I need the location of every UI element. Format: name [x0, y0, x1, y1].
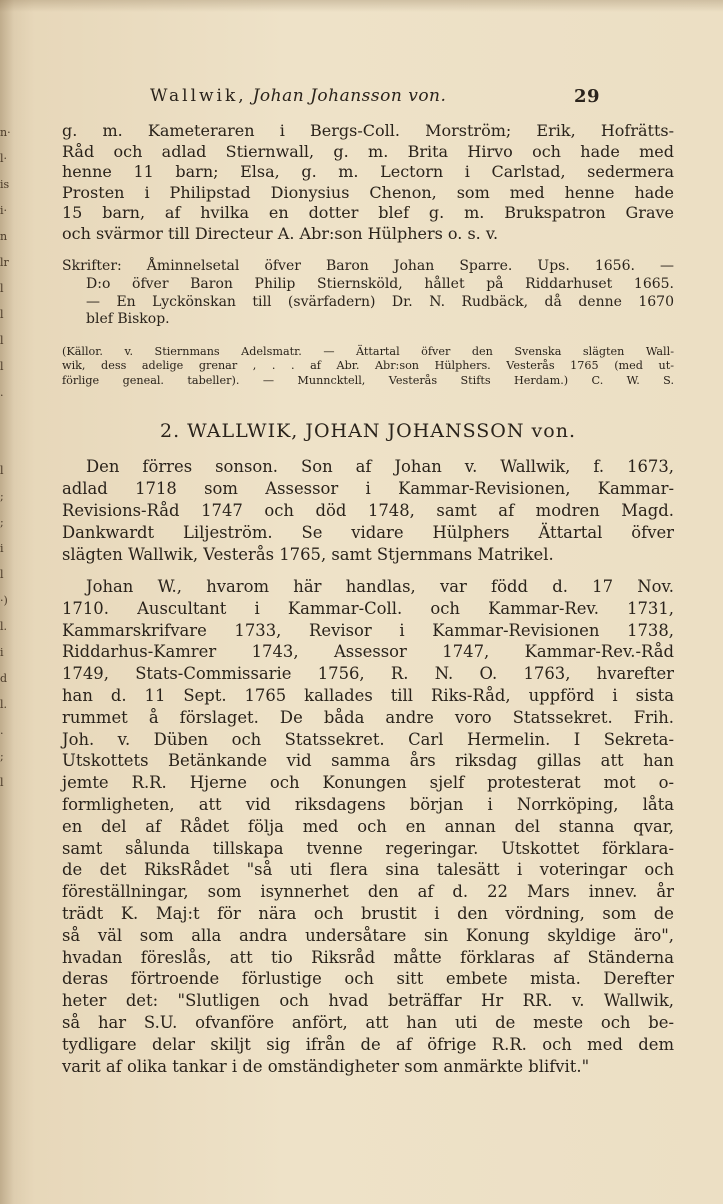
margin-mark: l [0, 308, 4, 321]
text-line: Utskottets Betänkande vid samma års riksdag gillas att han [62, 751, 674, 771]
text-line: heter det: "Slutligen och hvad beträffar Hr RR. v. Wallwik, [62, 991, 674, 1011]
margin-mark: . [0, 386, 4, 399]
text-line: rummet å förslaget. De båda andre voro Statssekret. Frih. [62, 707, 674, 727]
text-line: så har S.U. ofvanföre anfört, att han uti de meste och be- [62, 1012, 674, 1032]
text-line: föreställningar, som isynnerhet den af d. 22 Mars innev. år [62, 882, 674, 902]
margin-mark: i· [0, 204, 8, 217]
running-title-rest: Johan Johansson von. [252, 86, 447, 106]
margin-mark: lr [0, 256, 9, 269]
text-line: Riddarhus-Kamrer 1743, Assessor 1747, Kammar-Rev.-Råd [62, 642, 674, 662]
text-line: formligheten, att vid riksdagens början i Norrköping, låta [62, 794, 674, 814]
text-line: 1749, Stats-Commissarie 1756, R. N. O. 1763, hvarefter [62, 664, 674, 684]
writings-list [62, 258, 674, 329]
text-line: de det RiksRådet "så uti flera sina talesätt i voteringar och [62, 860, 674, 880]
text-line: Den förres sonson. Son af Johan v. Wallwik, f. 1673, [86, 457, 674, 476]
margin-mark: l· [0, 152, 8, 165]
margin-mark: ; [0, 490, 4, 503]
margin-mark: i [0, 646, 4, 659]
margin-mark: i [0, 542, 4, 555]
margin-mark: l [0, 334, 4, 347]
text-line: g. m. Kameteraren i Bergs-Coll. Morström; Erik, Hofrätts- [62, 121, 674, 140]
margin-mark: l. [0, 620, 8, 633]
margin-mark: is [0, 178, 10, 191]
text-line: D:o öfver Baron Philip Stiernsköld, hållet på Riddarhuset 1665. [86, 275, 674, 292]
text-line: Joh. v. Düben och Statssekret. Carl Hermelin. I Sekreta- [62, 729, 674, 749]
margin-mark: l. [0, 698, 8, 711]
text-line: 15 barn, af hvilka en dotter blef g. m. Brukspatron Grave [62, 203, 674, 222]
margin-mark: . [0, 724, 4, 737]
text-line: (Källor. v. Stiernmans Adelsmatr. — Ättartal öfver den Svenska slägten Wall- [62, 345, 674, 358]
text-line: wik, dess adelige grenar , . . af Abr. Abr:son Hülphers. Vesterås 1765 (med ut- [62, 359, 674, 373]
binding-edge-marks [0, 120, 20, 840]
text-line: Johan W., hvarom här handlas, var född d. 17 Nov. [86, 577, 674, 596]
running-header [150, 86, 600, 112]
running-title-name: Wallwik, [150, 86, 247, 106]
text-line: varit af olika tankar i de omständigheter som anmärkte blifvit." [62, 1056, 590, 1076]
margin-mark: n· [0, 126, 11, 139]
margin-mark: l [0, 464, 4, 477]
margin-mark: n [0, 230, 8, 243]
text-line: deras förtroende förlustige och sitt embete mista. Derefter [62, 969, 674, 989]
text-line: förlige geneal. tabeller). — Munncktell, Vesterås Stifts Herdam.) C. W. S. [62, 373, 674, 387]
text-line: Råd och adlad Stiernwall, g. m. Brita Hirvo och hade med [62, 141, 674, 161]
text-line: jemte R.R. Hjerne och Konungen sjelf protesterat mot o- [62, 773, 674, 793]
text-line: trädt K. Maj:t för nära och brustit i den vördning, som de [62, 903, 674, 923]
margin-mark: l [0, 360, 4, 373]
text-line: hvadan föreslås, att tio Riksråd måtte förklaras af Ständerna [62, 947, 674, 967]
text-line: och svärmor till Directeur A. Abr:son Hülphers o. s. v. [62, 223, 499, 243]
margin-mark: ; [0, 516, 4, 529]
margin-mark: ·) [0, 594, 8, 607]
margin-mark [0, 432, 20, 458]
text-line: henne 11 barn; Elsa, g. m. Lectorn i Carlstad, sedermera [62, 162, 674, 181]
margin-mark: l [0, 282, 4, 295]
genealogy-paragraph [62, 456, 674, 566]
sources-note [62, 345, 674, 388]
text-line: adlad 1718 som Assessor i Kammar-Revisionen, Kammar- [62, 479, 674, 498]
text-line: han d. 11 Sept. 1765 kallades till Riks-Råd, uppförd i sista [62, 685, 674, 705]
text-line: så väl som alla andra undersåtare sin Konung skyldige äro", [62, 925, 674, 945]
text-line: Dankwardt Liljeström. Se vidare Hülphers Ättartal öfver [62, 523, 674, 542]
text-line: 1710. Auscultant i Kammar-Coll. och Kammar-Rev. 1731, [62, 598, 674, 618]
text-line: tydligare delar skiljt sig ifrån de af öfrige R.R. och med dem [62, 1034, 674, 1054]
margin-mark: d [0, 672, 8, 685]
text-line: blef Biskop. [86, 311, 170, 328]
text-line: Revisions-Råd 1747 och död 1748, samt af modren Magd. [62, 501, 674, 520]
text-line: Skrifter: Åminnelsetal öfver Baron Johan Sparre. Ups. 1656. — [62, 258, 674, 274]
section-heading: 2. WALLWIK, JOHAN JOHANSSON von. [159, 420, 576, 442]
page-number: 29 [573, 86, 600, 107]
margin-mark: l [0, 568, 4, 581]
margin-mark: l [0, 776, 4, 789]
margin-mark [0, 406, 20, 432]
career-paragraph [62, 576, 674, 1077]
text-line: Prosten i Philipstad Dionysius Chenon, som med henne hade [62, 182, 674, 202]
text-line: slägten Wallwik, Vesterås 1765, samt Stjernmans Matrikel. [62, 545, 554, 564]
text-line: en del af Rådet följa med och en annan del stanna qvar, [62, 816, 674, 836]
margin-mark: ; [0, 750, 4, 763]
text-line: — En Lyckönskan till (svärfadern) Dr. N. Rudbäck, då denne 1670 [86, 293, 674, 310]
text-line: samt sålunda tillskapa tvenne regeringar. Utskottet förklara- [62, 838, 674, 858]
text-line: Kammarskrifvare 1733, Revisor i Kammar-Revisionen 1738, [62, 620, 674, 640]
biography-continuation [62, 121, 674, 244]
